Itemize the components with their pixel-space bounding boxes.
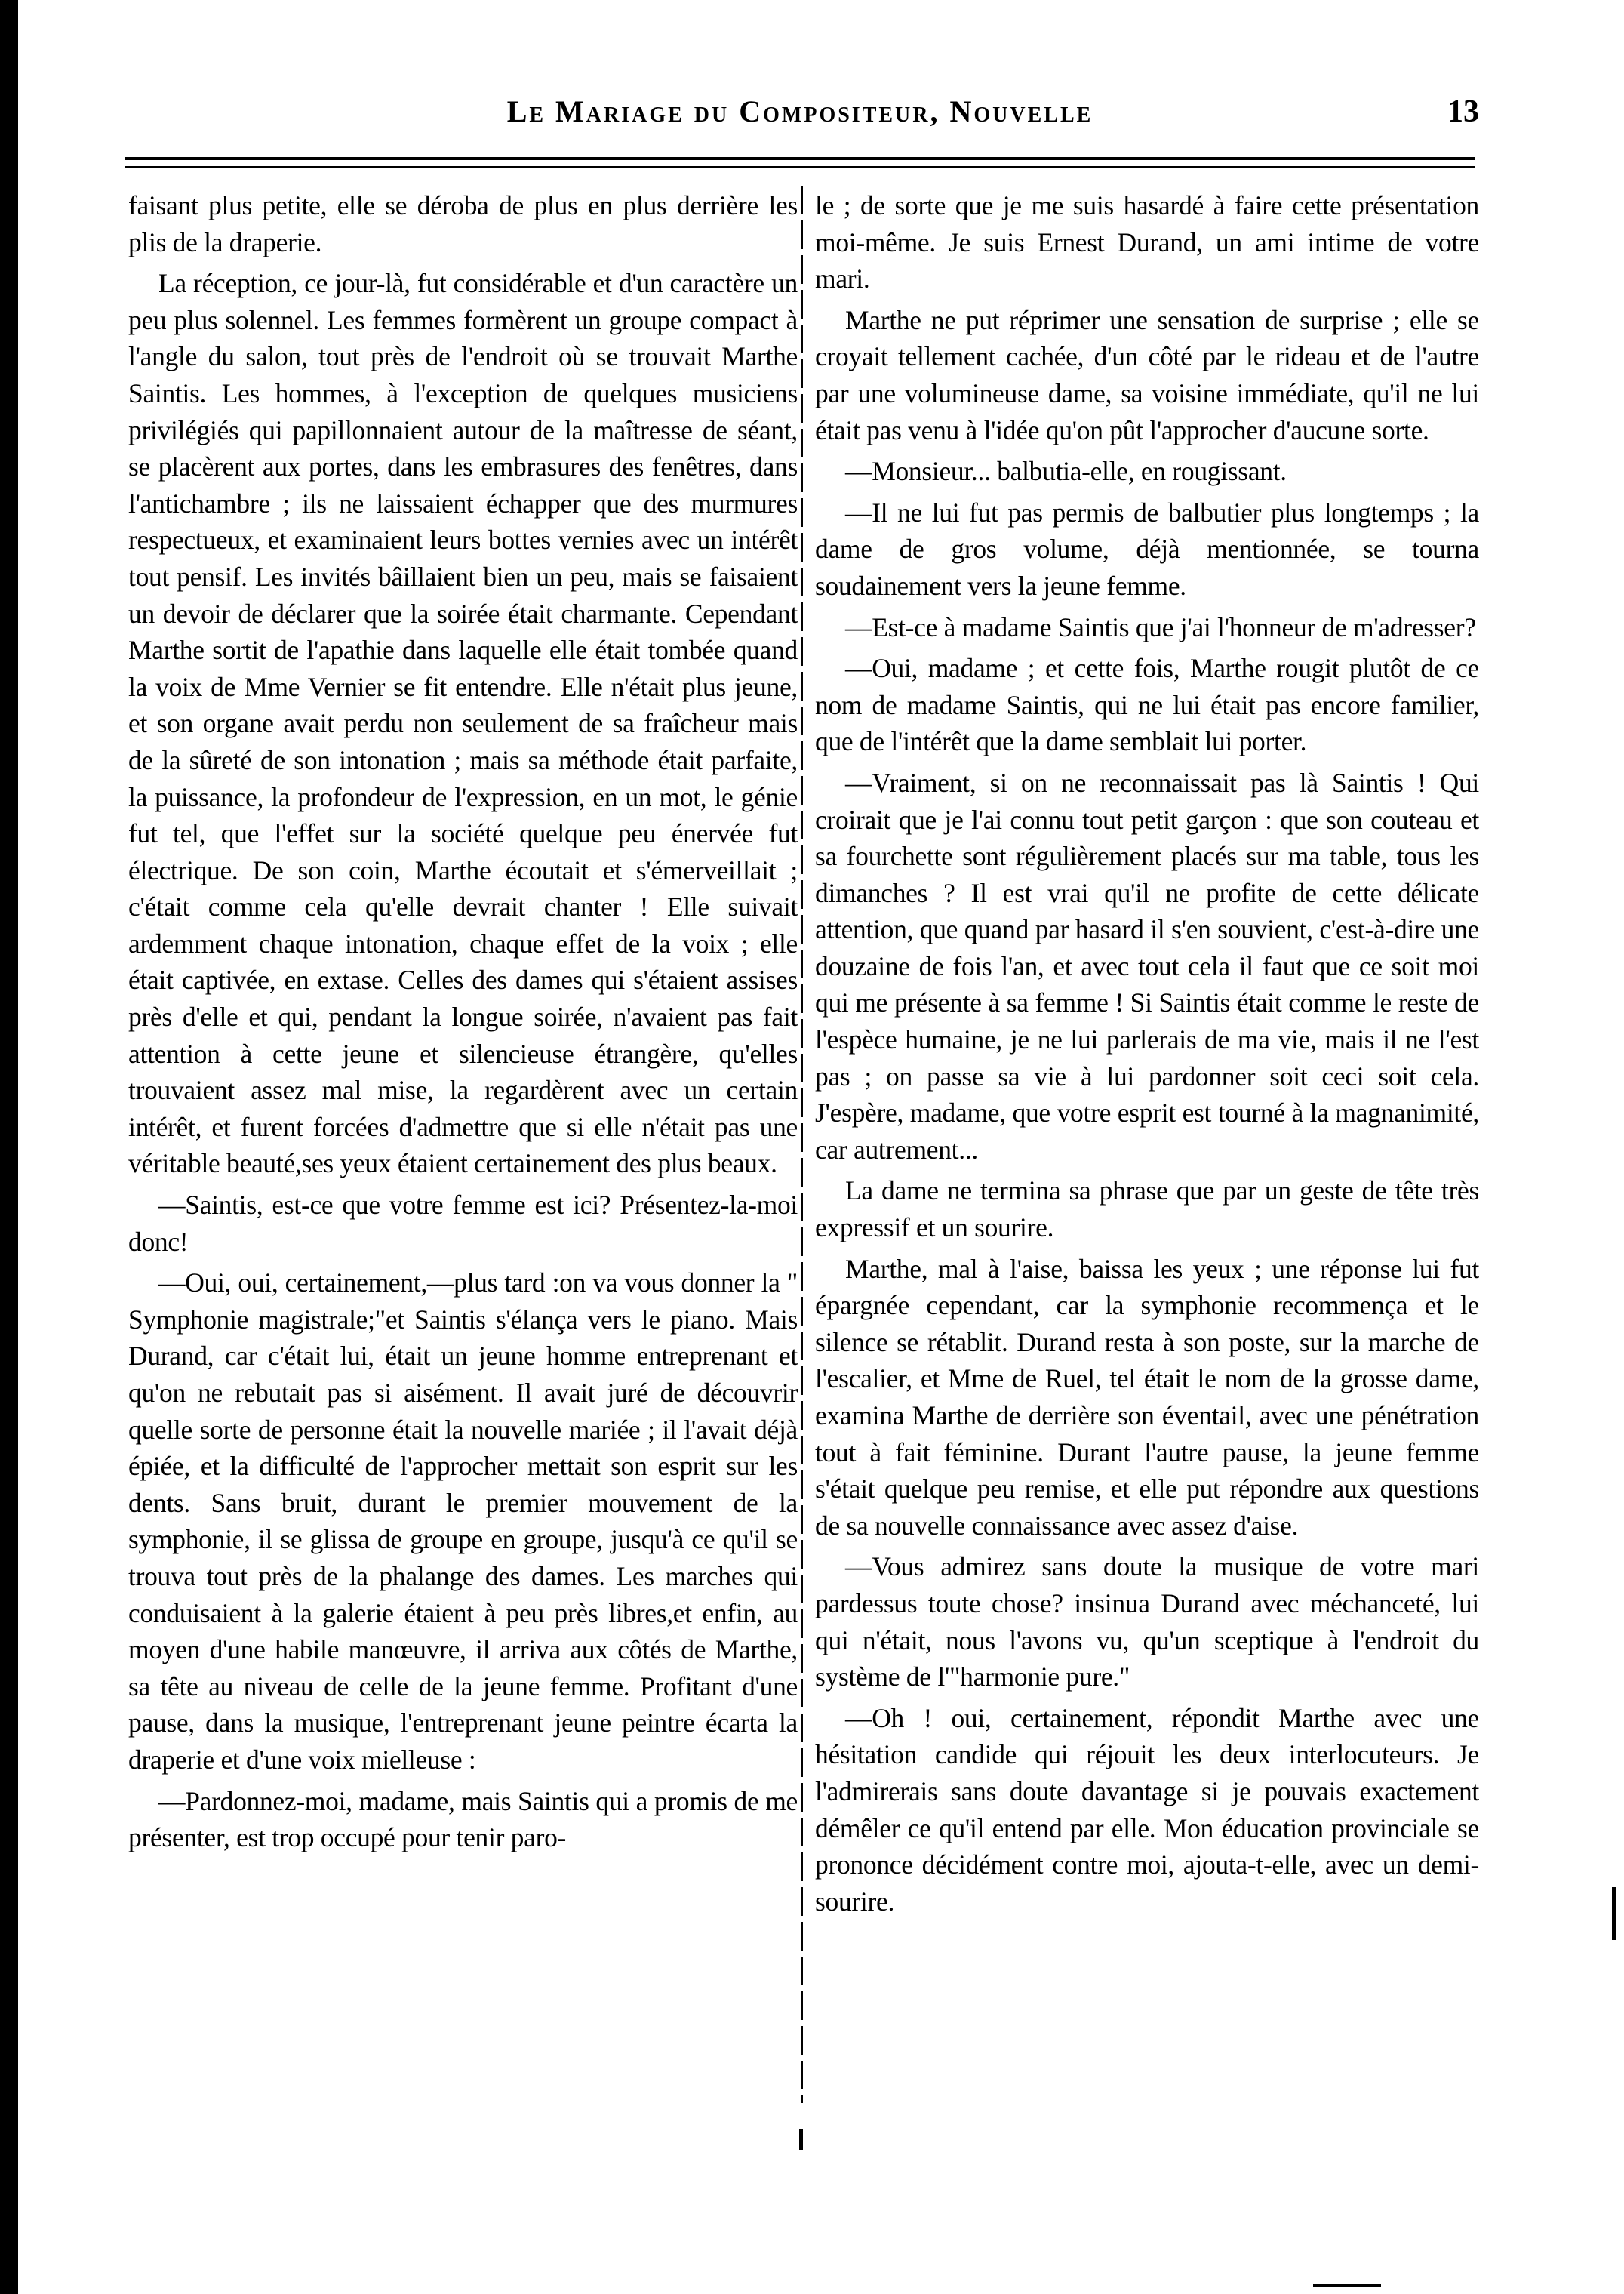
- paragraph: Marthe, mal à l'aise, baissa les yeux ; une réponse lui fut épargnée cependant, car la symphonie recommença et le silence se rétablit. Durand resta à son poste, sur la marche de l'escalier, et Mme de Ruel, tel était le nom de la grosse dame, examina Marthe de derrière son éventail, avec une pénétration tout à fait féminine. Durant l'autre pause, la jeune femme s'était quelque peu remise, et elle put répondre aux questions de sa nouvelle connaissance avec assez d'aise.: [815, 1253, 1479, 1541]
- page-header: [121, 91, 1479, 136]
- paragraph: —Oui, oui, certainement,—plus tard :on va vous donner la " Symphonie magistrale;"et Saintis s'élança vers le piano. Mais Durand, car c'était lui, était un jeune homme entreprenant et qu'on ne rebutait pas si aisément. Il avait juré de découvrir quelle sorte de personne était la nouvelle mariée ; il l'avait déjà épiée, et la difficulté de l'approcher mettait son esprit sur les dents. Sans bruit, durant le premier mouvement de la symphonie, il se glissa de groupe en groupe, jusqu'à ce qu'il se trouva tout près de la phalange des dames. Les marches qui conduisaient à la galerie étaient à peu près libres,et enfin, au moyen d'une habile manœuvre, il arriva aux côtés de Marthe, sa tête au niveau de celle de la jeune femme. Profitant d'une pause, dans la musique, l'entreprenant jeune peintre écarta la draperie et d'une voix mielleuse :: [128, 1267, 798, 1775]
- paragraph: —Vous admirez sans doute la musique de votre mari pardessus toute chose? insinua Durand avec méchanceté, lui qui n'était, nous l'avons vu, qu'un sceptique à l'endroit du système de l'"harmonie pure.": [815, 1551, 1479, 1692]
- scan-edge-bar: [0, 0, 18, 2294]
- scan-speck: [799, 2129, 803, 2150]
- paragraph: le ; de sorte que je me suis hasardé à faire cette présentation moi-même. Je suis Ernest Durand, un ami intime de votre mari.: [815, 190, 1479, 294]
- paragraph: —Oui, madame ; et cette fois, Marthe rougit plutôt de ce nom de madame Saintis, qui ne lui était pas encore familier, que de l'intérêt que la dame semblait lui porter.: [815, 653, 1479, 757]
- right-column: [815, 187, 1479, 2120]
- scan-bottom-mark: [1313, 2284, 1381, 2287]
- scan-edge-mark: [1612, 1887, 1616, 1940]
- paragraph: La dame ne termina sa phrase que par un geste de tête très expressif et un sourire.: [815, 1175, 1479, 1243]
- paragraph: La réception, ce jour-là, fut considérable et d'un caractère un peu plus solennel. Les femmes formèrent un groupe compact à l'angle du salon, tout près de l'endroit où se trouvait Marthe Saintis. Les hommes, à l'exception de quelques musiciens privilégiés qui papillonnaient autour de la maîtresse de séant, se placèrent aux portes, dans les embrasures des fenêtres, dans l'antichambre ; ils ne laissaient échapper que des murmures respectueux, et examinaient leurs bottes vernies avec un intérêt tout pensif. Les invités bâillaient bien un peu, mais se faisaient un devoir de déclarer que la soirée était charmante. Cependant Marthe sortit de l'apathie dans laquelle elle était tombée quand la voix de Mme Vernier se fit entendre. Elle n'était plus jeune, et son organe avait perdu non seulement de sa fraîcheur mais de la sûreté de son intonation ; mais sa méthode était parfaite, la puissance, la profondeur de l'expression, en un mot, le génie fut tel, que l'effet sur la société quelque peu énervée fut électrique. De son coin, Marthe écoutait et s'émerveillait ; c'était comme cela qu'elle devrait chanter ! Elle suivait ardemment chaque intonation, chaque effet de la voix ; elle était captivée, en extase. Celles des dames qui s'étaient assises près d'elle et qui, pendant la longue soirée, n'avaient pas fait attention à cette jeune et silencieuse étrangère, qu'elles trouvaient assez mal mise, la regardèrent avec un certain intérêt, et furent forcées d'admettre que si elle n'était pas une véritable beauté,ses yeux étaient certainement des plus beaux.: [128, 268, 798, 1179]
- paragraph: —Monsieur... balbutia-elle, en rougissant.: [845, 456, 1287, 487]
- running-title: Le Mariage du Compositeur, Nouvelle: [506, 94, 1093, 128]
- paragraph: —Oh ! oui, certainement, répondit Marthe avec une hésitation candide qui réjouit les deux interlocuteurs. Je l'admirerais sans doute davantage si je pouvais exactement démêler ce qu'il entend par elle. Mon éducation provinciale se prononce décidément contre moi, ajouta-t-elle, avec un demi-sourire.: [815, 1702, 1479, 1917]
- paragraph: Marthe ne put réprimer une sensation de surprise ; elle se croyait tellement cachée, d'un côté par le rideau et de l'autre par une volumineuse dame, sa voisine immédiate, qu'il ne lui était pas venu à l'idée qu'on pût l'approcher d'aucune sorte.: [815, 304, 1479, 445]
- paragraph: —Saintis, est-ce que votre femme est ici? Présentez-la-moi donc!: [128, 1190, 798, 1257]
- page-number: 13: [1447, 94, 1479, 129]
- header-rule: [125, 157, 1475, 168]
- paragraph: —Pardonnez-moi, madame, mais Saintis qui a promis de me présenter, est trop occupé pour tenir paro-: [128, 1785, 798, 1853]
- left-column: [128, 187, 798, 2120]
- paragraph: —Est-ce à madame Saintis que j'ai l'honneur de m'adresser?: [845, 611, 1476, 642]
- column-divider: [801, 186, 803, 2103]
- paragraph: —Vraiment, si on ne reconnaissait pas là Saintis ! Qui croirait que je l'ai connu tout petit garçon : que son couteau et sa fourchette sont régulièrement placés sur ma table, tous les dimanches ? Il est vrai qu'il ne profite de cette délicate attention, que quand par hasard il s'en souvient, c'est-à-dire une douzaine de fois l'an, et avec tout cela il faut que ce soit moi qui me présente à sa femme ! Si Saintis était comme le reste de l'espèce humaine, je ne lui parlerais de ma vie, mais il ne l'est pas ; on passe sa vie à lui pardonner soit ceci soit cela. J'espère, madame, que votre esprit est tourné à la magnanimité, car autrement...: [815, 767, 1479, 1165]
- paragraph: faisant plus petite, elle se déroba de plus en plus derrière les plis de la draperie.: [128, 190, 798, 257]
- paragraph: —Il ne lui fut pas permis de balbutier plus longtemps ; la dame de gros volume, déjà mentionnée, se tourna soudainement vers la jeune femme.: [815, 497, 1479, 601]
